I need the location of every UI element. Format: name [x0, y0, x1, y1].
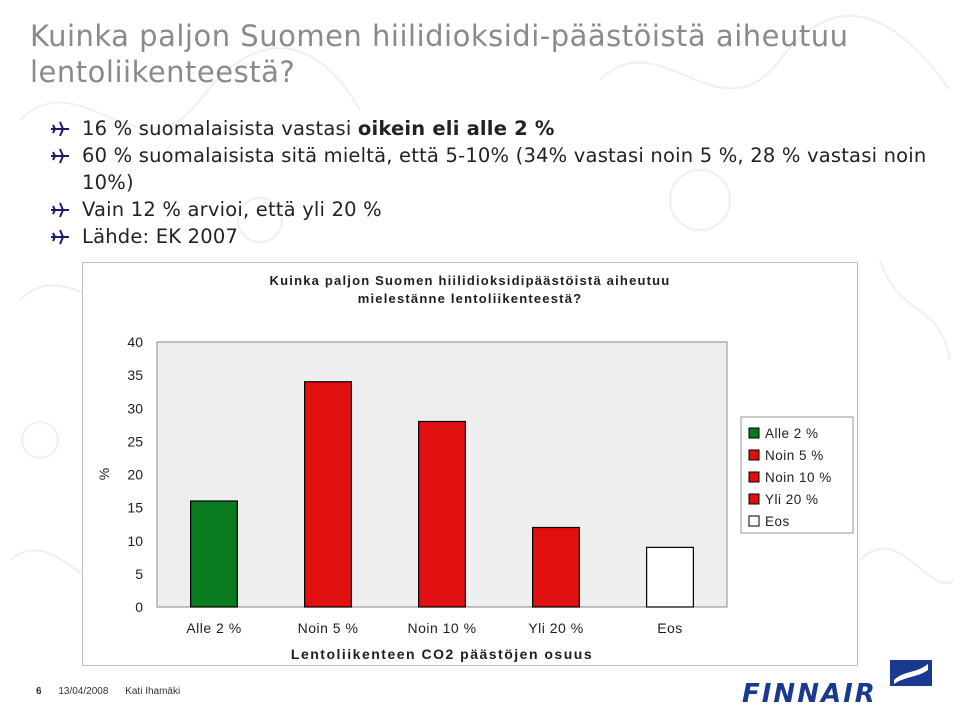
airplane-icon — [50, 147, 70, 165]
y-tick-label: 25 — [127, 433, 143, 450]
legend-swatch — [749, 428, 759, 438]
legend-label: Alle 2 % — [765, 426, 819, 441]
x-tick-label: Eos — [657, 620, 683, 636]
y-tick-label: 40 — [127, 334, 143, 350]
bar — [191, 501, 238, 607]
legend-label: Noin 5 % — [765, 448, 824, 463]
y-tick-label: 0 — [135, 599, 143, 615]
bullet-text: Lähde: EK 2007 — [82, 225, 239, 248]
bar-chart — [83, 263, 857, 665]
slide-footer — [36, 686, 194, 697]
legend-swatch — [749, 472, 759, 482]
bar — [305, 382, 352, 607]
finnair-logo — [740, 660, 940, 710]
y-tick-label: 30 — [127, 400, 143, 417]
bullet-text: Vain 12 % arvioi, että yli 20 % — [82, 198, 382, 221]
x-tick-label: Noin 10 % — [407, 620, 477, 636]
bullet-item — [50, 115, 930, 142]
logo-text: FINNAIR — [742, 679, 877, 709]
chart-frame — [82, 262, 858, 666]
bar — [647, 547, 694, 607]
bullet-text: 16 % suomalaisista vastasi — [82, 117, 358, 140]
airplane-icon — [50, 120, 70, 138]
y-axis-label: % — [96, 467, 112, 481]
y-tick-label: 35 — [127, 367, 143, 384]
y-tick-label: 5 — [135, 565, 143, 582]
legend-label: Eos — [765, 514, 790, 529]
slide-title: Kuinka paljon Suomen hiilidioksidi-päästöistä aiheutuu lentoliikenteestä? — [30, 19, 849, 89]
bullet-item — [50, 223, 930, 250]
x-tick-label: Noin 5 % — [297, 620, 359, 636]
bullet-item — [50, 196, 930, 223]
legend-label: Yli 20 % — [765, 492, 819, 507]
y-tick-label: 10 — [127, 532, 143, 549]
airplane-icon — [50, 201, 70, 219]
bullet-list — [50, 115, 930, 250]
legend-swatch — [749, 450, 759, 460]
y-tick-label: 15 — [127, 499, 143, 516]
bar — [533, 528, 580, 608]
chart-title: Kuinka paljon Suomen hiilidioksidipäästöistä aiheutuu — [269, 273, 671, 288]
airplane-icon — [50, 228, 70, 246]
legend-swatch — [749, 516, 759, 526]
legend-label: Noin 10 % — [765, 470, 832, 485]
bar — [419, 422, 466, 608]
finnair-logo-icon — [890, 660, 932, 686]
x-tick-label: Alle 2 % — [186, 620, 242, 636]
bullet-text-bold: oikein eli alle 2 % — [357, 117, 555, 140]
x-axis-label: Lentoliikenteen CO2 päästöjen osuus — [290, 646, 594, 662]
legend-swatch — [749, 494, 759, 504]
x-tick-label: Yli 20 % — [528, 620, 584, 636]
chart-title-line-2: mielestänne lentoliikenteestä? — [357, 291, 583, 306]
chart-legend — [741, 417, 853, 533]
footer-date: 13/04/2008 — [58, 686, 109, 697]
y-tick-label: 20 — [127, 466, 143, 483]
footer-author: Kati Ihamäki — [125, 686, 181, 697]
bullet-item — [50, 142, 930, 196]
bullet-text: 60 % suomalaisista sitä mieltä, että 5-10% (34% vastasi noin 5 %, 28 % vastasi noin 10%) — [82, 144, 927, 194]
page-number: 6 — [36, 686, 42, 697]
